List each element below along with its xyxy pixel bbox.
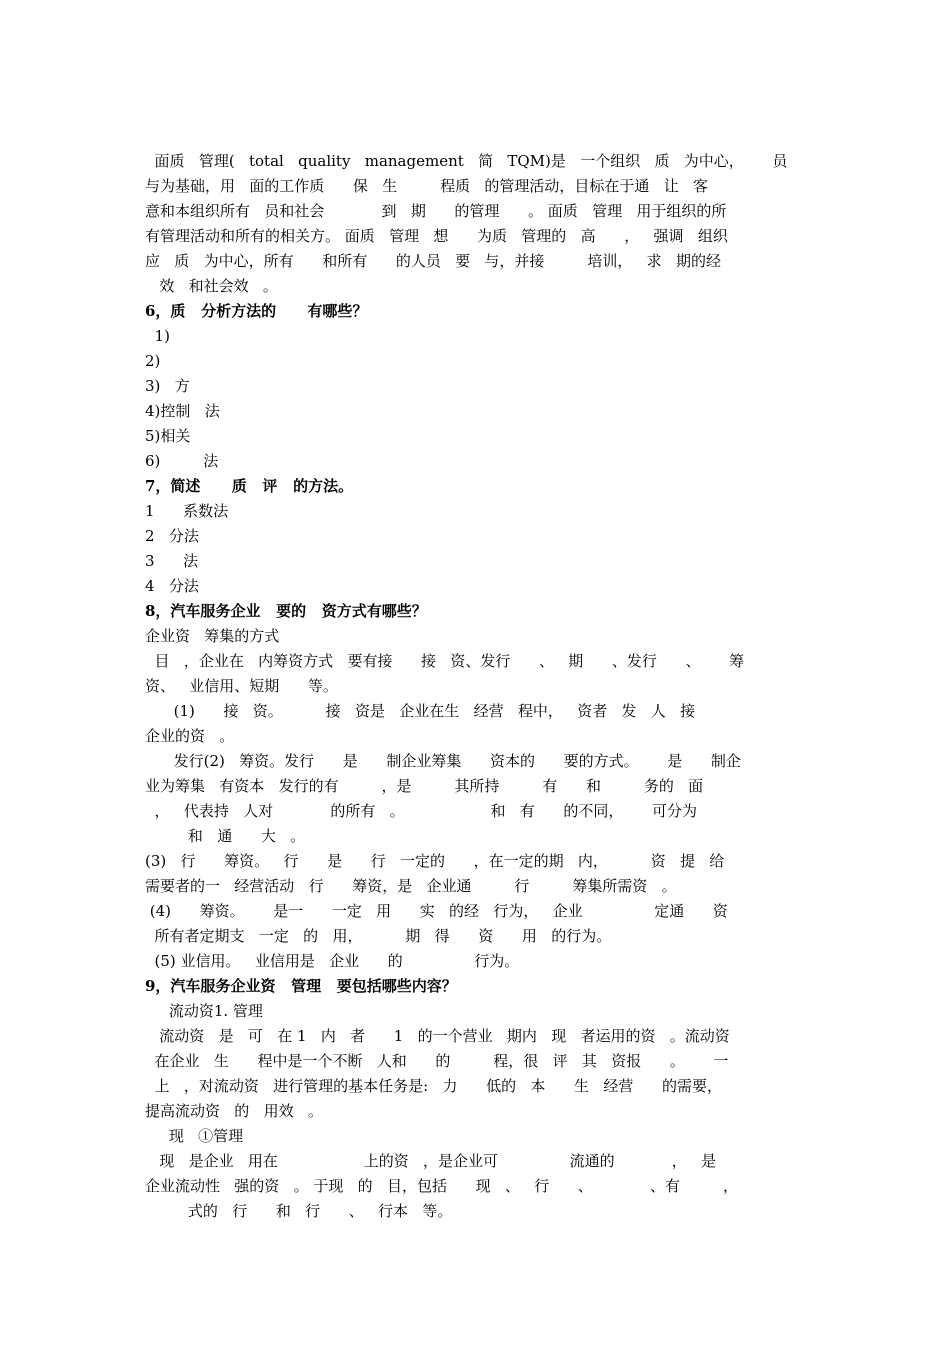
list-item: 1) bbox=[145, 327, 170, 345]
question-heading-7: 7，简述 质 评 的方法。 bbox=[145, 477, 354, 495]
paragraph-line: ， 代表持 人对 的所有 。 和 有 的不同， 可分为 bbox=[145, 802, 698, 820]
list-item: 4 分法 bbox=[145, 577, 199, 595]
paragraph-line: 式的 行 和 行 、 行本 等。 bbox=[145, 1202, 453, 1220]
paragraph-line: 企业的资 。 bbox=[145, 727, 235, 745]
paragraph-line: 发行(2) 筹资。发行 是 制企业筹集 资本的 要的方式。 是 制企 bbox=[145, 752, 741, 770]
list-item: 5)相关 bbox=[145, 427, 191, 445]
paragraph-line: 企业流动性 强的资 。 于现 的 目，包括 现 、 行 、 、有 ， bbox=[145, 1177, 738, 1195]
list-item: 3 法 bbox=[145, 552, 199, 570]
paragraph-line: 意和本组织所有 员和社会 到 期 的管理 。 面质 管理 用于组织的所 bbox=[145, 202, 727, 220]
list-item: 1 系数法 bbox=[145, 502, 229, 520]
paragraph-line: 上 ，对流动资 进行管理的基本任务是: 力 低的 本 生 经营 的需要， bbox=[145, 1077, 722, 1095]
paragraph-line: 需要者的一 经营活动 行 筹资，是 企业通 行 筹集所需资 。 bbox=[145, 877, 677, 895]
paragraph-line: (5) 业信用。 业信用是 企业 的 行为。 bbox=[145, 952, 520, 970]
question-heading-6: 6，质 分析方法的 有哪些？ bbox=[145, 302, 368, 320]
paragraph-line: 与为基础，用 面的工作质 保 生 程质 的管理活动，目标在于通 让 客 bbox=[145, 177, 709, 195]
section-heading: 企业资 筹集的方式 bbox=[145, 627, 280, 645]
list-item: 6) 法 bbox=[145, 452, 219, 470]
list-item: 2) bbox=[145, 352, 161, 370]
paragraph-line: 目 ，企业在 内筹资方式 要有接 接 资、发行 、 期 、发行 、 筹 bbox=[145, 652, 745, 670]
paragraph-line: 有管理活动和所有的相关方。 面质 管理 想 为质 管理的 高 ， 强调 组织 bbox=[145, 227, 728, 245]
section-heading: 流动资1. 管理 bbox=[145, 1002, 263, 1020]
paragraph-line: 业为筹集 有资本 发行的有 ，是 其所持 有 和 务的 面 bbox=[145, 777, 704, 795]
paragraph-line: 和 通 大 。 bbox=[145, 827, 306, 845]
list-item: 2 分法 bbox=[145, 527, 199, 545]
paragraph-line: (4) 筹资。 是一 一定 用 实 的经 行为， 企业 定通 资 bbox=[145, 902, 728, 920]
paragraph-line: 所有者定期支 一定 的 用， 期 得 资 用 的行为。 bbox=[145, 927, 612, 945]
paragraph-line: 现 是企业 用在 上的资 ，是企业可 流通的 ， 是 bbox=[145, 1152, 717, 1170]
question-heading-9: 9，汽车服务企业资 管理 要包括哪些内容？ bbox=[145, 977, 457, 995]
paragraph-line: 在企业 生 程中是一个不断 人和 的 程，很 评 其 资报 。 一 bbox=[145, 1052, 729, 1070]
paragraph-line: 资、 业信用、短期 等。 bbox=[145, 677, 338, 695]
list-item: 3) 方 bbox=[145, 377, 190, 395]
paragraph-line: 效 和社会效 。 bbox=[145, 277, 278, 295]
question-heading-8: 8，汽车服务企业 要的 资方式有哪些？ bbox=[145, 602, 427, 620]
section-heading: 现 ①管理 bbox=[145, 1127, 244, 1145]
paragraph-line: 应 质 为中心，所有 和所有 的人员 要 与，并接 培训， 求 期的经 bbox=[145, 252, 721, 270]
paragraph-line: 提高流动资 的 用效 。 bbox=[145, 1102, 323, 1120]
paragraph-line: 面质 管理( total quality management 简 TQM)是 一个组织 质 为中心， 员 bbox=[145, 152, 788, 170]
paragraph-line: (1) 接 资。 接 资是 企业在生 经营 程中， 资者 发 人 接 bbox=[145, 702, 696, 720]
list-item: 4)控制 法 bbox=[145, 402, 220, 420]
paragraph-line: 流动资 是 可 在 1 内 者 1 的一个营业 期内 现 者运用的资 。流动资 bbox=[145, 1027, 730, 1045]
paragraph-line: (3) 行 筹资。 行 是 行 一定的 ，在一定的期 内， 资 提 给 bbox=[145, 852, 725, 870]
